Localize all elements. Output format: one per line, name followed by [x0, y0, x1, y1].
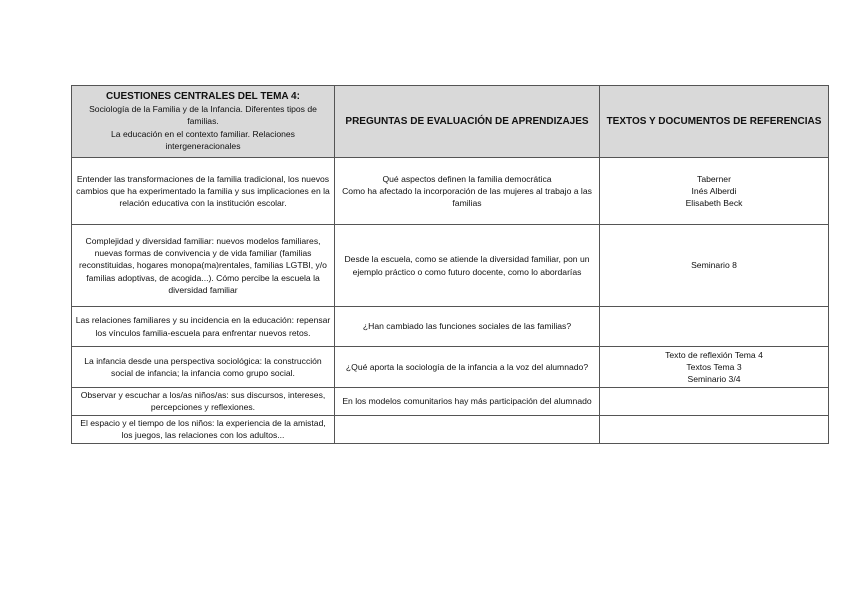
- cell-cuestion: Entender las transformaciones de la familia tradicional, los nuevos cambios que ha experimentado la familia y sus implicaciones en la relación educativa con la institución escolar.: [72, 158, 335, 225]
- table-row: [72, 307, 829, 347]
- texto-line: Seminario 3/4: [687, 374, 741, 385]
- pregunta-line: En los modelos comunitarios hay más participación del alumnado: [342, 396, 592, 407]
- header-cuestiones-line: Sociología de la Familia y de la Infancia. Diferentes tipos de familias.: [89, 103, 317, 127]
- header-preguntas: [335, 86, 600, 158]
- header-cuestiones: [72, 86, 335, 158]
- cell-cuestion: Observar y escuchar a los/as niños/as: sus discursos, intereses, percepciones y reflexiones.: [72, 388, 335, 416]
- cell-preguntas: [335, 415, 600, 443]
- table-row: [72, 347, 829, 388]
- cell-textos: [600, 347, 829, 388]
- table-row: [72, 158, 829, 225]
- pregunta-line: ¿Qué aporta la sociología de la infancia a la voz del alumnado?: [345, 361, 589, 372]
- table-row: [72, 388, 829, 416]
- cell-cuestion: El espacio y el tiempo de los niños: la experiencia de la amistad, los juegos, las relaciones con los adultos...: [72, 415, 335, 443]
- texto-line: Texto de reflexión Tema 4: [665, 349, 763, 360]
- texto-line: Elisabeth Beck: [685, 198, 743, 209]
- cell-preguntas: [335, 225, 600, 307]
- header-preguntas-label: PREGUNTAS DE EVALUACIÓN DE APRENDIZAJES: [345, 116, 589, 127]
- cell-cuestion: La infancia desde una perspectiva sociológica: la construcción social de infancia; la infancia como grupo social.: [72, 347, 335, 388]
- cell-cuestion: Complejidad y diversidad familiar: nuevos modelos familiares, nuevas formas de convivencia y de vida familiar (familias reconstituidas, hogares monopa(ma)rentales, familias LGTBI, y/o familias adoptivas, de acogida...). Cómo percibe la escuela la diversidad familiar: [72, 225, 335, 307]
- texto-line: Taberner: [697, 173, 731, 184]
- header-cuestiones-title: CUESTIONES CENTRALES DEL TEMA 4:: [106, 90, 300, 102]
- cell-textos: [600, 225, 829, 307]
- cell-preguntas: [335, 347, 600, 388]
- texto-line: Inés Alberdi: [691, 185, 737, 196]
- pregunta-line: Como ha afectado la incorporación de las mujeres al trabajo a las familias: [342, 185, 592, 209]
- header-cuestiones-line: La educación en el contexto familiar. Relaciones intergeneracionales: [111, 128, 295, 151]
- cell-textos: [600, 415, 829, 443]
- header-textos-label: TEXTOS Y DOCUMENTOS DE REFERENCIAS: [606, 116, 822, 127]
- cell-preguntas: [335, 388, 600, 416]
- header-row: [72, 86, 829, 158]
- cell-textos: [600, 388, 829, 416]
- pregunta-line: Qué aspectos definen la familia democrática: [382, 173, 552, 184]
- cell-textos: [600, 307, 829, 347]
- cell-textos: [600, 158, 829, 225]
- table-row: [72, 225, 829, 307]
- header-textos: [600, 86, 829, 158]
- cell-preguntas: [335, 307, 600, 347]
- pregunta-line: Desde la escuela, como se atiende la diversidad familiar, pon un ejemplo práctico o como futuro docente, como lo abordarías: [344, 254, 590, 277]
- texto-line: Textos Tema 3: [686, 361, 742, 372]
- pregunta-line: ¿Han cambiado las funciones sociales de las familias?: [362, 321, 572, 332]
- cell-preguntas: [335, 158, 600, 225]
- table-row: [72, 415, 829, 443]
- texto-line: Seminario 8: [691, 260, 737, 271]
- assessment-table: [71, 85, 829, 444]
- cell-cuestion: Las relaciones familiares y su incidencia en la educación: repensar los vínculos familia-escuela para enfrentar nuevos retos.: [72, 307, 335, 347]
